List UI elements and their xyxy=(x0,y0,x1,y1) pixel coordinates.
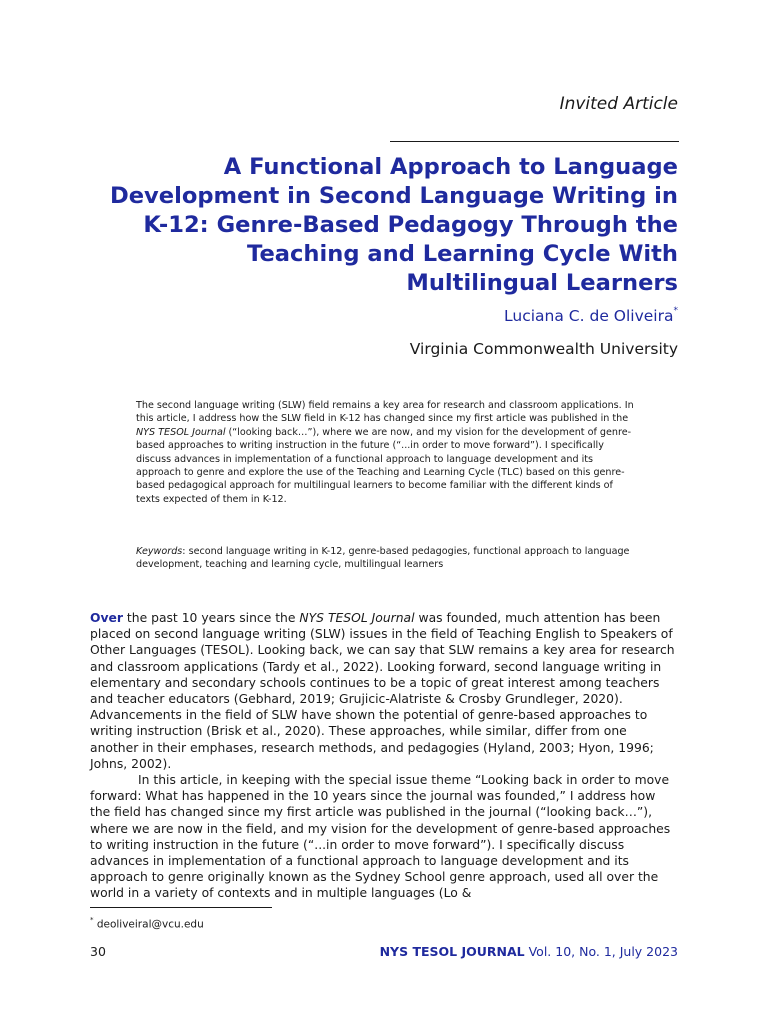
journal-citation xyxy=(380,944,678,959)
body-paragraph-1-text-a: the past 10 years since the xyxy=(123,611,300,625)
abstract-text-1: The second language writing (SLW) field remains a key area for research and classroom applications. In this article, I address how the SLW field in K-12 has changed since my first article was published in the xyxy=(136,400,634,425)
footnote-divider xyxy=(90,907,272,908)
author-name-text: Luciana C. de Oliveira xyxy=(504,307,674,325)
body-paragraph-2: In this article, in keeping with the special issue theme “Looking back in order to move forward: What has happened in the 10 years since the journal was founded,” I address how the field has changed since my first article was published in the journal (“looking back…”), where we are now in the field, and my vision for the development of genre-based approaches to writing instruction in the future (“...in order to move forward”). I specifically discuss advances in implementation of a functional approach to language development and its approach to genre originally known as the Sydney School genre approach, used all over the world in a variety of contexts and in multiple languages (Lo & xyxy=(90,773,671,901)
keywords-label: Keywords xyxy=(136,546,183,557)
keywords xyxy=(136,545,636,572)
page-number: 30 xyxy=(90,944,106,959)
author-footnote-marker: * xyxy=(673,305,678,316)
body-paragraph-1-text-b: was founded, much attention has been placed on second language writing (SLW) issues in the field of Teaching English to Speakers of Other Languages (TESOL). Looking back, we can say that SLW remains a key area for research and classroom applications (Tardy et al., 2022). Looking forward, second language writing in elementary and secondary schools continues to be a topic of great interest among teachers and teacher educators (Gebhard, 2019; Grujicic-Alatriste & Crosby Grundleger, 2020). Advancements in the field of SLW have shown the potential of genre-based approaches to writing instruction (Brisk et al., 2020). These approaches, while similar, differ from one another in their emphases, research methods, and pedagogies (Hyland, 2003; Hyon, 1996; Johns, 2002). xyxy=(90,611,675,771)
abstract xyxy=(136,399,636,506)
author-name xyxy=(504,307,678,325)
abstract-text-2: (“looking back…”), where we are now, and my vision for the development of genre-based approaches to writing instruction in the future (“...in order to move forward”). I specifically discuss advances in implementation of a functional approach to language development and its approach to genre and explore the use of the Teaching and Learning Cycle (TLC) based on this genre-based pedagogical approach for multilingual learners to become familiar with the different kinds of texts expected of them in K-12. xyxy=(136,426,632,505)
body-paragraph-1 xyxy=(90,610,678,772)
keywords-separator: : xyxy=(182,546,189,557)
journal-name: NYS TESOL JOURNAL xyxy=(379,944,525,959)
abstract-journal-name: NYS TESOL Journal xyxy=(136,426,226,438)
article-title: A Functional Approach to Language Development in Second Language Writing in K-12: Genre-Based Pedagogy Through the Teaching and Learning Cycle With Multilingual Learners xyxy=(109,154,678,296)
footnote xyxy=(90,917,204,931)
footnote-email: deoliveiral@vcu.edu xyxy=(93,918,204,931)
journal-issue: Vol. 10, No. 1, July 2023 xyxy=(524,944,678,959)
article-body xyxy=(90,610,678,902)
footnote-marker: * xyxy=(90,916,94,924)
paragraph-lead-word: Over xyxy=(90,611,123,625)
keywords-text: second language writing in K-12, genre-based pedagogies, functional approach to language development, teaching and learning cycle, multilingual learners xyxy=(136,546,630,571)
title-divider xyxy=(390,141,679,142)
body-journal-name: NYS TESOL Journal xyxy=(299,611,415,625)
article-type-label: Invited Article xyxy=(559,94,678,114)
author-affiliation: Virginia Commonwealth University xyxy=(409,340,678,358)
